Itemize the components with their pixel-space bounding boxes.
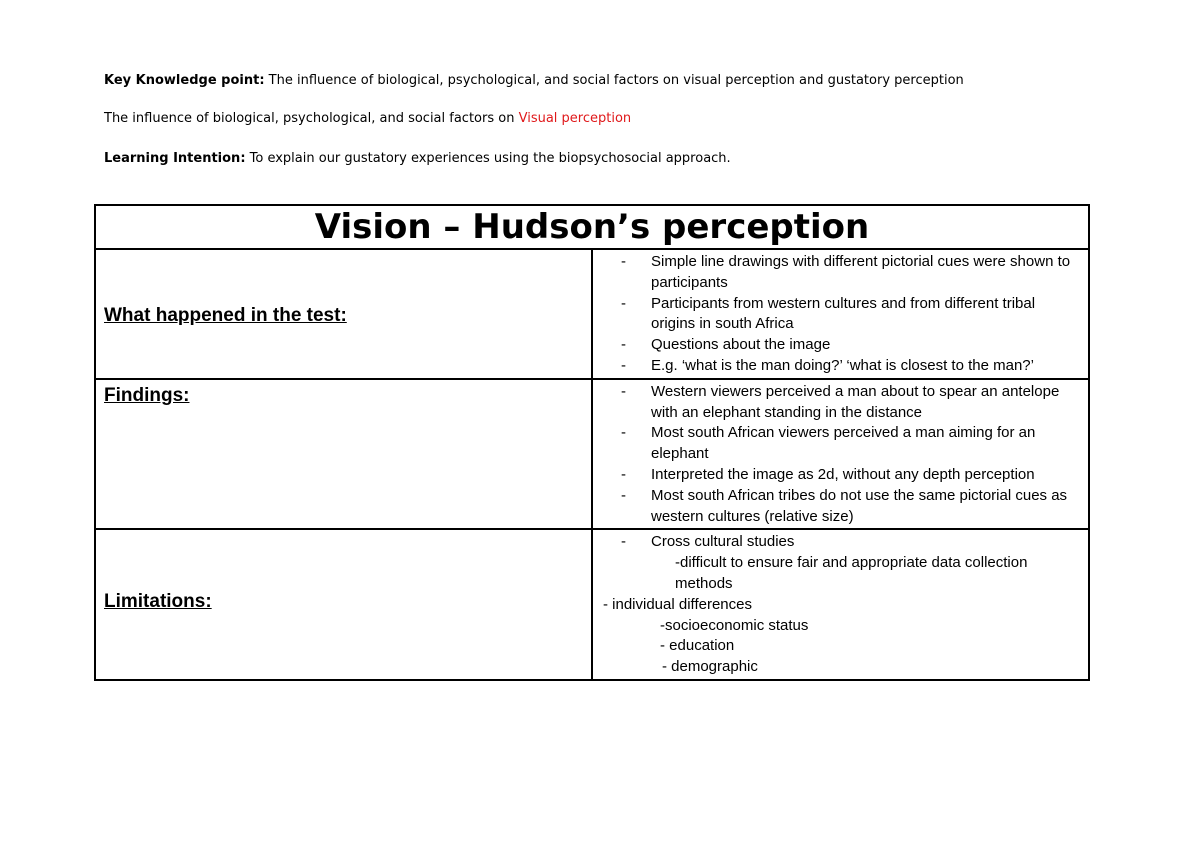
learning-intention-line [104, 151, 731, 167]
limitations-label-cell [95, 529, 592, 680]
list-subitem: -difficult to ensure fair and appropriate data collection methods [675, 554, 1028, 592]
table-title: Vision – Hudson’s perception [95, 205, 1089, 249]
list-item: - Cross cultural studies [621, 533, 795, 551]
limitations-label: Limitations: [104, 590, 212, 612]
learning-intention-text: To explain our gustatory experiences using the biopsychosocial approach. [245, 151, 731, 166]
list-subitem: - education [660, 637, 735, 655]
topic-highlight: Visual perception [518, 111, 632, 126]
hudson-table [94, 204, 1090, 681]
list-item: - Questions about the image [621, 336, 831, 354]
list-item: - Most south African viewers perceived a man aiming for an elephant [621, 424, 1036, 463]
list-subitem: -socioeconomic status [660, 616, 809, 634]
limitations-content-cell [592, 529, 1089, 680]
list-item: - Western viewers perceived a man about to spear an antelope with an elephant standing in the distance [621, 382, 1060, 421]
topic-text: The influence of biological, psychological, and social factors on [104, 111, 519, 126]
findings-label-cell [95, 379, 592, 530]
list-item: - Most south African tribes do not use the same pictorial cues as western cultures (relative size) [621, 486, 1068, 525]
findings-content-cell [592, 379, 1089, 530]
topic-line [104, 111, 631, 127]
limitations-list [593, 530, 1088, 679]
test-list [593, 250, 1088, 378]
list-item: - E.g. ‘what is the man doing?’ ‘what is closest to the man?’ [621, 356, 1034, 374]
findings-label: Findings: [104, 384, 190, 406]
test-label-cell [95, 249, 592, 379]
list-subitem: - demographic [662, 658, 758, 676]
key-knowledge-line [104, 73, 964, 89]
list-item: - Interpreted the image as 2d, without any depth perception [621, 465, 1035, 483]
findings-list [593, 380, 1088, 529]
test-content-cell [592, 249, 1089, 379]
list-item: - Participants from western cultures and from different tribal origins in south Africa [621, 294, 1036, 333]
key-knowledge-label: Key Knowledge point: [104, 73, 265, 88]
key-knowledge-text: The influence of biological, psychological, and social factors on visual perception and gustatory perception [264, 73, 964, 88]
list-item: - individual differences [603, 595, 752, 613]
test-label: What happened in the test: [104, 304, 347, 326]
learning-intention-label: Learning Intention: [104, 151, 246, 166]
list-item: - Simple line drawings with different pictorial cues were shown to participants [621, 253, 1071, 291]
